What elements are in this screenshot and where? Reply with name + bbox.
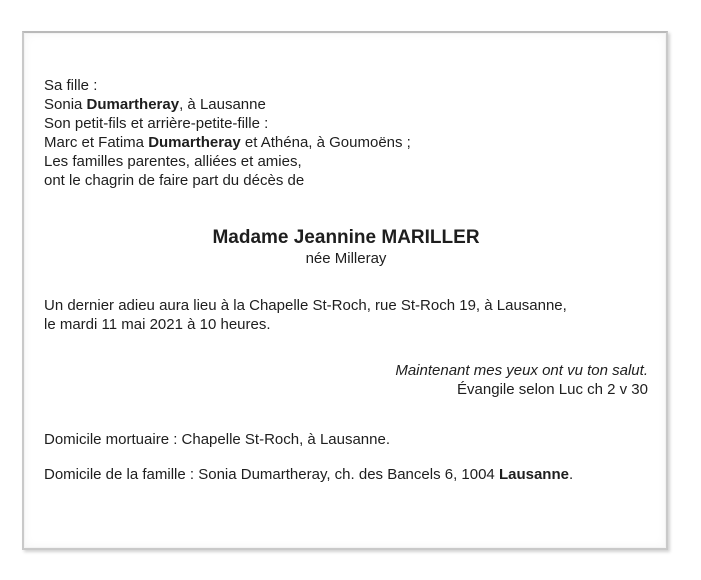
- intro-line-daughter: [44, 95, 648, 114]
- death-notice-card: [22, 31, 668, 550]
- text-run: Marc et Fatima: [44, 134, 149, 151]
- family-intro-block: [44, 76, 648, 190]
- text-run: le mardi 11 mai 2021 à 10 heures.: [44, 316, 271, 333]
- scripture-reference: Évangile selon Luc ch 2 v 30: [457, 381, 648, 398]
- text-run: Sa fille :: [44, 77, 98, 94]
- ceremony-date-line: [44, 315, 648, 334]
- text-run: Les familles parentes, alliées et amies,: [44, 153, 302, 170]
- text-run: Un dernier adieu aura lieu à la Chapelle St-Roch, rue St-Roch 19, à Lausanne,: [44, 297, 567, 314]
- text-run: , à Lausanne: [179, 96, 266, 113]
- intro-line-families: [44, 152, 648, 171]
- text-run: Domicile de la famille : Sonia Dumartheray, ch. des Bancels 6, 1004: [44, 466, 499, 483]
- deceased-name: Madame Jeannine MARILLER: [212, 227, 480, 248]
- family-name-bold: Dumartheray: [86, 96, 180, 113]
- text-run: ont le chagrin de faire part du décès de: [44, 172, 305, 189]
- text-run: Sonia: [44, 96, 87, 113]
- deceased-maiden-name: née Milleray: [305, 250, 387, 267]
- family-city-bold: Lausanne: [498, 466, 569, 483]
- scripture-quote-block: [44, 361, 648, 399]
- text-run: et Athéna, à Goumoëns ;: [240, 134, 411, 151]
- ceremony-block: [44, 296, 648, 334]
- family-address-block: [44, 465, 648, 484]
- ceremony-place-line: [44, 296, 648, 315]
- intro-line-grandchildren: [44, 133, 648, 152]
- text-run: .: [568, 466, 574, 483]
- intro-line-grandchildren-label: [44, 114, 648, 133]
- intro-line-announcement: [44, 171, 648, 190]
- intro-line-relation: [44, 76, 648, 95]
- family-name-bold: Dumartheray: [148, 134, 241, 151]
- notice-content: [24, 33, 666, 548]
- mortuary-address-block: [44, 430, 648, 449]
- text-run: Son petit-fils et arrière-petite-fille :: [44, 115, 269, 132]
- mortuary-address: Domicile mortuaire : Chapelle St-Roch, à Lausanne.: [44, 431, 391, 448]
- deceased-name-block: [44, 227, 648, 268]
- scripture-quote: Maintenant mes yeux ont vu ton salut.: [395, 362, 648, 379]
- family-address: [44, 465, 648, 484]
